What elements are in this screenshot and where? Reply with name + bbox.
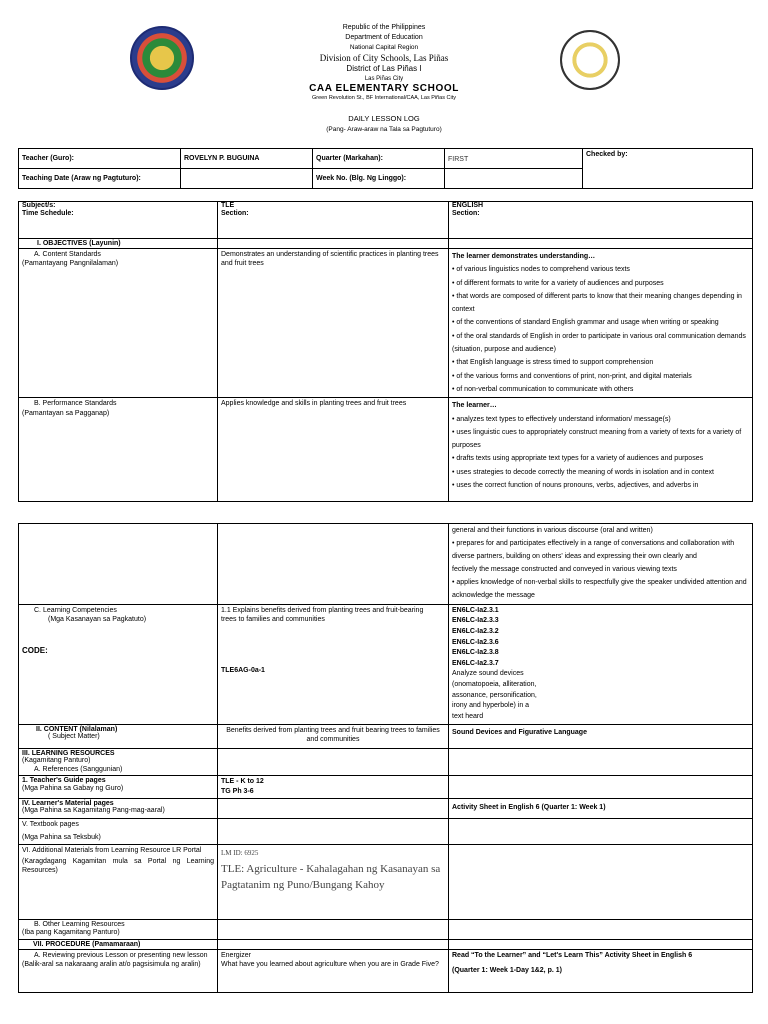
english-header-cell xyxy=(449,202,753,239)
competency-code: EN6LC-Ia2.3.2 xyxy=(452,627,499,635)
week-value xyxy=(445,169,583,189)
competencies-label: C. Learning Competencies xyxy=(34,606,117,614)
competency-code: EN6LC-Ia2.3.7 xyxy=(452,659,499,667)
procedure-heading: VII. PROCEDURE (Pamamaraan) xyxy=(19,939,218,949)
list-item: • that words are composed of different parts to know that their meaning changes depending in context xyxy=(452,292,742,314)
quarter-label: Quarter (Markahan): xyxy=(313,149,445,169)
textbook-cell xyxy=(19,818,218,844)
list-item: • that English language is stress timed to support comprehension xyxy=(452,359,654,367)
performance-standards-eng-head: The learner… xyxy=(452,402,497,410)
competencies-cell xyxy=(19,604,218,724)
performance-standards-sub: (Pamantayan sa Pagganap) xyxy=(22,409,110,417)
list-item: • of the oral standards of English in order to participate in various oral communication demands (situation, purpose and audience) xyxy=(452,332,746,354)
lm-sub: (Mga Pahina sa Kagamitang Pang-mag-aaral) xyxy=(22,807,165,815)
additional-materials-label: VI. Additional Materials from Learning Resource LR Portal xyxy=(22,846,202,854)
competencies-english xyxy=(449,604,753,724)
textbook-label: V. Textbook pages xyxy=(22,820,79,828)
other-resources-sub: (Iba pang Kagamitang Panturo) xyxy=(22,928,120,936)
date-value xyxy=(181,169,313,189)
content-standards-eng-head: The learner demonstrates understanding… xyxy=(452,253,596,260)
list-item: • uses strategies to decode correctly the meaning of words in isolation and in context xyxy=(452,468,714,476)
lm-tle-cell xyxy=(218,798,449,818)
lm-label: IV. Learner's Material pages xyxy=(22,799,114,807)
other-resources-cell xyxy=(19,919,218,939)
lm-id: LM ID: 6925 xyxy=(221,848,259,857)
content-standards-english xyxy=(449,249,753,398)
other-resources-tle-cell xyxy=(218,919,449,939)
list-item: • of various linguistics nodes to comprehend various texts xyxy=(452,266,630,274)
list-item: text heard xyxy=(452,712,484,720)
doc-subtitle: (Pang- Araw-araw na Tala sa Pagtuturo) xyxy=(326,126,442,133)
review-label: A. Reviewing previous Lesson or presenting new lesson xyxy=(34,951,208,959)
lesson-table-1 xyxy=(18,201,753,502)
resources-sub: (Kagamitang Panturo) xyxy=(22,757,91,765)
textbook-sub: (Mga Pahina sa Teksbuk) xyxy=(22,833,101,841)
list-item: • of non-verbal communication to communicate with others xyxy=(452,385,634,393)
objectives-eng-cell xyxy=(449,239,753,249)
doc-title: DAILY LESSON LOG xyxy=(348,114,420,123)
list-item: • uses linguistic cues to appropriately construct meaning from a variety of texts for a variety of purposes xyxy=(452,428,742,450)
additional-materials-cell xyxy=(19,844,218,919)
list-item: assonance, personification, xyxy=(452,691,537,699)
procedure-tle-cell xyxy=(218,939,449,949)
quarter-value: FIRST xyxy=(445,149,583,169)
competency-code: EN6LC-Ia2.3.3 xyxy=(452,617,499,625)
other-resources-eng-cell xyxy=(449,919,753,939)
perf-cont-label-cell xyxy=(19,524,218,605)
list-item: • uses the correct function of nouns pronouns, verbs, adjectives, and adverbs in xyxy=(452,482,699,490)
subject-label: Subject/s: xyxy=(22,202,56,209)
list-item: irony and hyperbole) in a xyxy=(452,702,530,710)
lm-cell xyxy=(19,798,218,818)
textbook-eng-cell xyxy=(449,818,753,844)
review-eng-line-1: Read “To the Learner” and “Let's Learn This” Activity Sheet in English 6 xyxy=(452,951,693,959)
header-republic: Republic of the Philippines xyxy=(342,24,426,31)
content-tle: Benefits derived from planting trees and fruit bearing trees to families and communities xyxy=(218,724,449,748)
content-standards-cell xyxy=(19,249,218,398)
tg-sub: (Mga Pahina sa Gabay ng Guro) xyxy=(22,784,124,792)
lm-title: TLE: Agriculture - Kahalagahan ng Kasanayan sa Pagtatanim ng Puno/Bungang Kahoy xyxy=(221,862,441,891)
content-heading: II. CONTENT (Nilalaman) xyxy=(36,725,118,733)
list-item: • of the conventions of standard English grammar and usage when writing or speaking xyxy=(452,319,719,327)
section-label-tle: Section: xyxy=(221,210,249,218)
resources-tle-cell xyxy=(218,748,449,775)
list-item: • of the various forms and conventions of print, non-print, and digital materials xyxy=(452,372,692,380)
additional-materials-eng-cell xyxy=(449,844,753,919)
objectives-heading: I. OBJECTIVES (Layunin) xyxy=(19,239,218,249)
references-label: A. References (Sanggunian) xyxy=(34,765,123,773)
tg-cell xyxy=(19,775,218,798)
list-item: general and their functions in various discourse (oral and written) xyxy=(452,527,653,534)
school-address: Green Revolution St., BF International/CAA, Las Piñas City xyxy=(312,95,456,101)
subject-english: ENGLISH xyxy=(452,202,484,209)
list-item: • applies knowledge of non-verbal skills to respectfully give the speaker undivided attention and acknowledge the message xyxy=(452,578,747,599)
tg-eng-cell xyxy=(449,775,753,798)
resources-heading: III. LEARNING RESOURCES xyxy=(22,749,115,757)
review-english xyxy=(449,949,753,992)
resources-cell xyxy=(19,748,218,775)
competency-code: EN6LC-Ia2.3.6 xyxy=(452,638,499,646)
content-sub: ( Subject Matter) xyxy=(48,733,100,741)
header-division: Division of City Schools, Las Piñas xyxy=(319,53,449,63)
content-english: Sound Devices and Figurative Language xyxy=(449,724,753,748)
competencies-sub: (Mga Kasanayan sa Pagkatuto) xyxy=(48,615,147,623)
competency-code: EN6LC-Ia2.3.1 xyxy=(452,606,499,614)
other-resources-label: B. Other Learning Resources xyxy=(34,920,125,928)
competencies-tle-code: TLE6AG-0a-1 xyxy=(221,667,265,675)
date-label: Teaching Date (Araw ng Pagtuturo): xyxy=(19,169,181,189)
content-standards-tle: Demonstrates an understanding of scientific practices in planting trees and fruit trees xyxy=(218,249,449,398)
list-item: • analyzes text types to effectively understand information/ message(s) xyxy=(452,415,671,423)
performance-standards-english-cont xyxy=(449,524,753,605)
review-tle-line-2: What have you learned about agriculture when you are in Grade Five? xyxy=(221,960,439,968)
competencies-tle xyxy=(218,604,449,724)
review-cell xyxy=(19,949,218,992)
list-item: • drafts texts using appropriate text types for a variety of audiences and purposes xyxy=(452,455,704,463)
review-tle-line-1: Energizer xyxy=(221,951,251,959)
competencies-tle-text: 1.1 Explains benefits derived from planting trees and fruit-bearing trees to families and communities xyxy=(221,606,424,623)
list-item: fectively the message constructed and conveyed in various viewing texts xyxy=(452,565,677,573)
performance-standards-tle: Applies knowledge and skills in planting trees and fruit trees xyxy=(218,398,449,502)
school-name: CAA ELEMENTARY SCHOOL xyxy=(309,83,459,94)
header-department: Department of Education xyxy=(345,34,423,41)
resources-eng-cell xyxy=(449,748,753,775)
week-label: Week No. (Blg. Ng Linggo): xyxy=(313,169,445,189)
section-label-english: Section: xyxy=(452,210,480,218)
content-standards-label: A. Content Standards xyxy=(34,251,101,258)
competency-code: EN6LC-Ia2.3.8 xyxy=(452,649,499,657)
list-item: Analyze sound devices xyxy=(452,670,524,678)
content-cell xyxy=(19,724,218,748)
tg-label: 1. Teacher's Guide pages xyxy=(22,776,106,784)
additional-materials-sub: (Karagdagang Kagamitan mula sa Portal ng Learning Resources) xyxy=(22,857,214,875)
list-item: • prepares for and participates effectively in a range of conversations and collaboration with diverse partners, building on others' ideas and expressing their own clearly and xyxy=(452,539,735,560)
review-sub: (Balik-aral sa nakaraang aralin at/o pagsisimula ng aralin) xyxy=(22,960,201,968)
performance-standards-english xyxy=(449,398,753,502)
perf-cont-tle-cell xyxy=(218,524,449,605)
schedule-label: Time Schedule: xyxy=(22,210,74,218)
performance-standards-label: B. Performance Standards xyxy=(34,400,117,408)
list-item: (onomatopoeia, alliteration, xyxy=(452,681,537,688)
additional-materials-tle xyxy=(218,844,449,919)
tle-header-cell xyxy=(218,202,449,239)
header-city: Las Piñas City xyxy=(364,76,404,82)
review-eng-line-2: (Quarter 1: Week 1-Day 1&2, p. 1) xyxy=(452,966,562,974)
list-item: • of different formats to write for a variety of audiences and purposes xyxy=(452,279,664,287)
tg-tle xyxy=(218,775,449,798)
teacher-value: ROVELYN P. BUGUINA xyxy=(181,149,313,169)
tg-tle-line-2: TG Ph 3-6 xyxy=(221,787,254,795)
performance-standards-cell xyxy=(19,398,218,502)
review-tle xyxy=(218,949,449,992)
lesson-table-2 xyxy=(18,523,753,993)
header-region: National Capital Region xyxy=(349,44,419,51)
lm-english: Activity Sheet in English 6 (Quarter 1: Week 1) xyxy=(449,798,753,818)
subject-schedule-cell xyxy=(19,202,218,239)
tg-tle-line-1: TLE - K to 12 xyxy=(221,777,264,785)
teacher-label: Teacher (Guro): xyxy=(19,149,181,169)
code-label: CODE: xyxy=(22,646,48,656)
subject-tle: TLE xyxy=(221,202,235,209)
info-table xyxy=(18,148,753,189)
objectives-tle-cell xyxy=(218,239,449,249)
textbook-tle-cell xyxy=(218,818,449,844)
procedure-eng-cell xyxy=(449,939,753,949)
header-district: District of Las Piñas I xyxy=(346,64,422,73)
checked-by-label: Checked by: xyxy=(583,149,753,189)
content-standards-sub: (Pamantayang Pangnilalaman) xyxy=(22,260,119,268)
